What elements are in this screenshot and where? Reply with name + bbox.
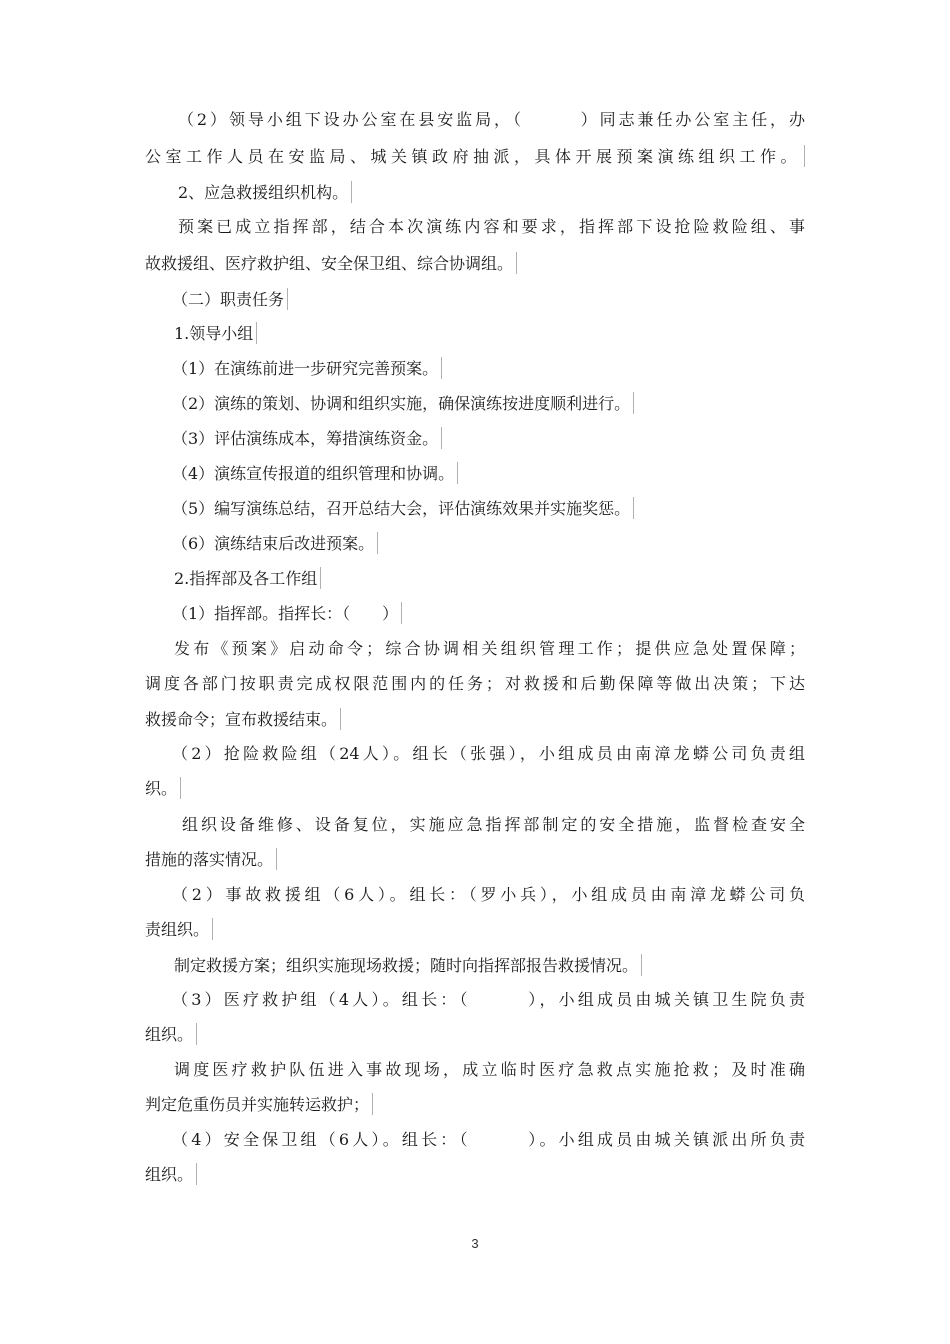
list-item: （5）编写演练总结，召开总结大会，评估演练效果并实施奖惩。 [172,497,634,519]
paragraph-line: （3）医疗救护组（4人）。组长：（ ），小组成员由城关镇卫生院负责 [172,990,805,1009]
paragraph-line: 组织设备维修、设备复位，实施应急指挥部制定的安全措施，监督检查安全 [182,815,805,834]
paragraph-line: 故救援组、医疗救护组、安全保卫组、综合协调组。 [145,252,517,274]
paragraph-line: 调度医疗救护队伍进入事故现场，成立临时医疗急救点实施抢救；及时准确 [174,1060,805,1079]
section-heading: 1.领导小组 [174,322,257,344]
paragraph-line: 调度各部门按职责完成权限范围内的任务；对救援和后勤保障等做出决策；下达 [145,674,805,693]
paragraph-line: 责组织。 [145,918,213,940]
paragraph-line: （2）事故救援组（6人）。组长：（罗小兵），小组成员由南漳龙蟒公司负 [172,885,805,904]
paragraph-line: （4）安全保卫组（6人）。组长：（ ）。小组成员由城关镇派出所负责 [172,1130,805,1149]
list-item: （6）演练结束后改进预案。 [172,532,378,554]
paragraph-line: 公室工作人员在安监局、城关镇政府抽派，具体开展预案演练组织工作。 [145,145,805,167]
paragraph-line: 救援命令；宣布救援结束。 [145,708,341,730]
section-heading: 2、应急救援组织机构。 [178,181,352,203]
paragraph-line: 组织。 [145,1163,197,1185]
paragraph-line: （2）领导小组下设办公室在县安监局，（ ）同志兼任办公室主任，办 [178,110,805,129]
paragraph-line: 发布《预案》启动命令；综合协调相关组织管理工作；提供应急处置保障； [174,639,805,658]
paragraph-line: 织。 [145,777,181,799]
list-item: （1）在演练前进一步研究完善预案。 [172,357,442,379]
list-item: （1）指挥部。指挥长：（ ） [172,602,402,624]
list-item: （3）评估演练成本，筹措演练资金。 [172,427,442,449]
list-item: （2）演练的策划、协调和组织实施，确保演练按进度顺利进行。 [172,392,634,414]
paragraph-line: 制定救援方案；组织实施现场救援；随时向指挥部报告救援情况。 [174,954,642,976]
section-heading: （二）职责任务 [172,288,288,310]
paragraph-line: 措施的落实情况。 [145,848,277,870]
paragraph-line: 预案已成立指挥部，结合本次演练内容和要求，指挥部下设抢险救险组、事 [178,217,805,236]
paragraph-line: （2）抢险救险组（24人）。组长（张强），小组成员由南漳龙蟒公司负责组 [172,744,805,763]
paragraph-line: 组织。 [145,1023,197,1045]
section-heading: 2.指挥部及各工作组 [174,567,321,589]
list-item: （4）演练宣传报道的组织管理和协调。 [172,462,458,484]
paragraph-line: 判定危重伤员并实施转运救护； [145,1093,373,1115]
page-number: 3 [471,1236,479,1251]
